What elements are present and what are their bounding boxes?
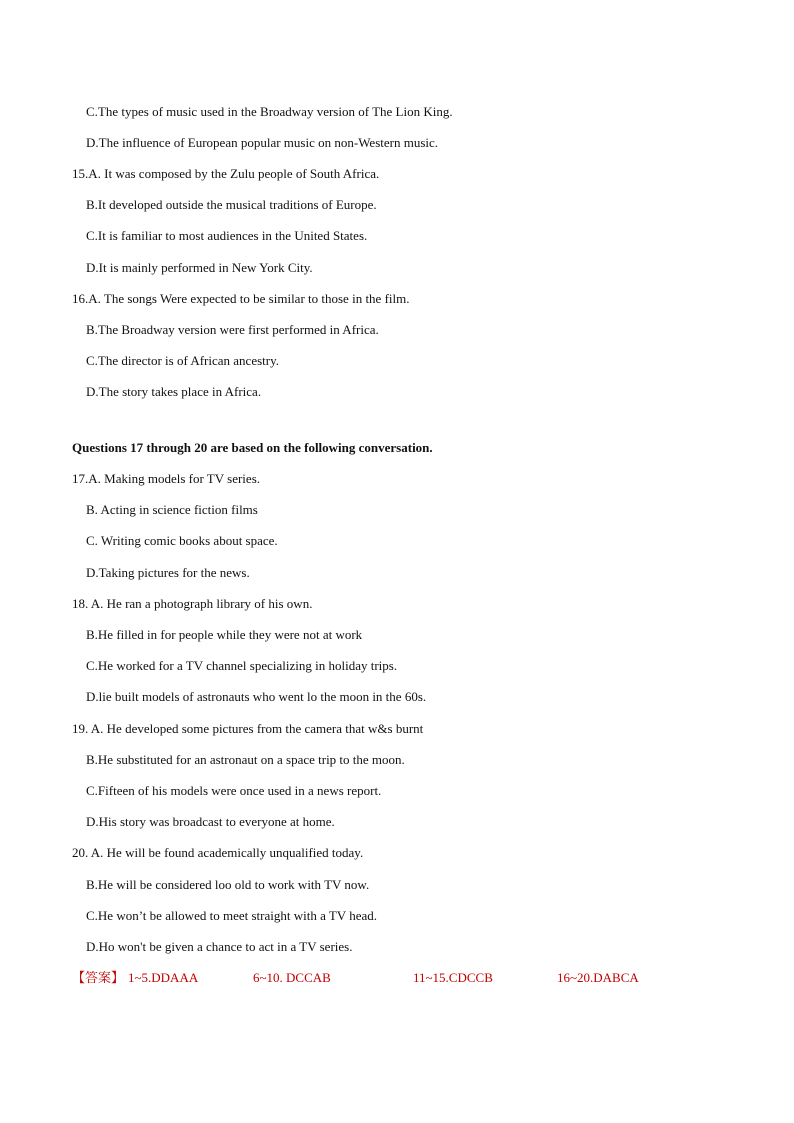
q16-option-d: D.The story takes place in Africa. [86,384,262,399]
answer-group-16-20: 16~20.DABCA [557,970,639,985]
q18-option-c: C.He worked for a TV channel specializing in holiday trips. [86,658,398,673]
answer-group-1-5: 1~5.DDAAA [128,970,199,985]
answer-group-11-15: 11~15.CDCCB [413,970,493,985]
q15-option-a: 15.A. It was composed by the Zulu people of South Africa. [72,166,380,181]
q20-option-a: 20. A. He will be found academically unqualified today. [72,845,364,860]
q19-option-d: D.His story was broadcast to everyone at home. [86,814,335,829]
q16-option-b: B.The Broadway version were first performed in Africa. [86,322,379,337]
q17-option-b: B. Acting in science fiction films [86,502,258,517]
q18-option-b: B.He filled in for people while they were not at work [86,627,363,642]
answer-key [72,970,722,986]
q14-option-c: C.The types of music used in the Broadway version of The Lion King. [86,104,453,119]
q19-option-a: 19. A. He developed some pictures from the camera that w&s burnt [72,721,424,736]
q14-option-d: D.The influence of European popular music on non-Western music. [86,135,439,150]
answer-group-6-10: 6~10. DCCAB [253,970,331,985]
q17-option-c: C. Writing comic books about space. [86,533,278,548]
q18-option-d: D.lie built models of astronauts who went lo the moon in the 60s. [86,689,427,704]
q15-option-c: C.It is familiar to most audiences in the United States. [86,228,368,243]
q20-option-d: D.Ho won't be given a chance to act in a TV series. [86,939,353,954]
q16-option-a: 16.A. The songs Were expected to be similar to those in the film. [72,291,410,306]
answer-label: 【答案】 [72,970,125,985]
q17-option-d: D.Taking pictures for the news. [86,565,250,580]
q17-option-a: 17.A. Making models for TV series. [72,471,260,486]
q18-option-a: 18. A. He ran a photograph library of his own. [72,596,313,611]
q20-option-c: C.He won’t be allowed to meet straight with a TV head. [86,908,377,923]
q15-option-d: D.It is mainly performed in New York City. [86,260,313,275]
section-heading: Questions 17 through 20 are based on the following conversation. [72,440,433,455]
q19-option-b: B.He substituted for an astronaut on a space trip to the moon. [86,752,405,767]
q20-option-b: B.He will be considered loo old to work with TV now. [86,877,370,892]
q19-option-c: C.Fifteen of his models were once used in a news report. [86,783,382,798]
q15-option-b: B.It developed outside the musical traditions of Europe. [86,197,377,212]
q16-option-c: C.The director is of African ancestry. [86,353,280,368]
